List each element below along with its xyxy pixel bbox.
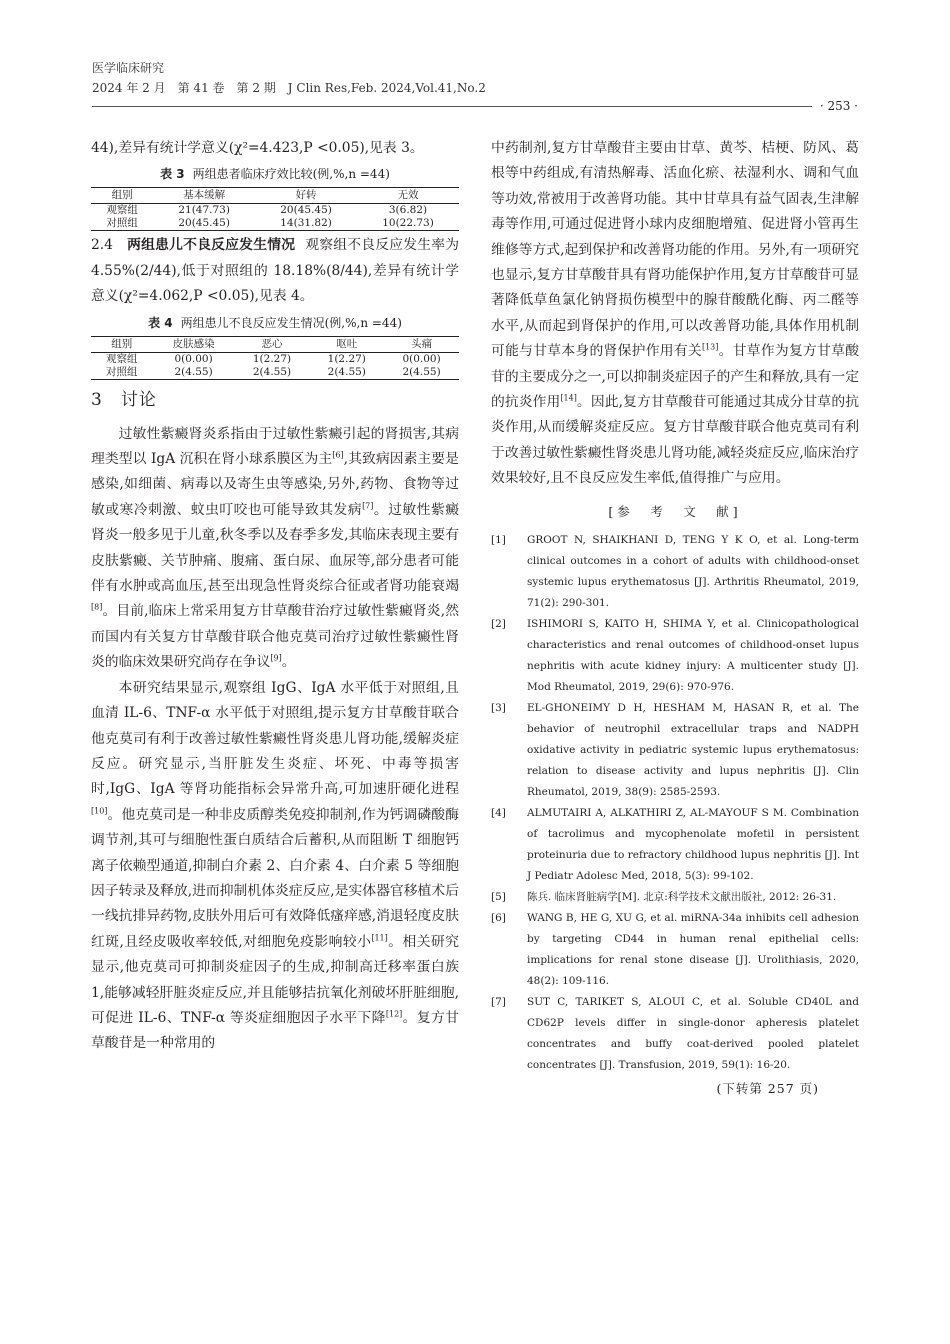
section-title: 讨论 (120, 389, 157, 410)
reference-number: [4] (491, 806, 506, 819)
reference-item (491, 803, 859, 887)
reference-text: 陈兵. 临床肾脏病学[M]. 北京:科学技术文献出版社, 2012: 26-31. (527, 890, 837, 903)
reference-number: [3] (491, 701, 506, 714)
table-cell: 对照组 (91, 366, 153, 380)
reference-text: WANG B, HE G, XU G, et al. miRNA-34a inhibits cell adhesion by targeting CD44 in human renal epithelial cells: implications for renal stone disease [J]. Urolithiasis, 2020, 48(2): 109-116. (527, 911, 859, 987)
journal-name: 医学临床研究 (92, 61, 165, 75)
text-run: 本研究结果显示,观察组 IgG、IgA 水平低于对照组,且血清 IL-6、TNF-α 水平低于对照组,提示复方甘草酸苷联合他克莫司有利于改善过敏性紫癜性肾炎患儿肾功能,缓解炎症反应。研究显示,当肝脏发生炎症、坏死、中毒等损害时,IgG、IgA 等肾功能指标会异常升高,可加速肝硬化进程 (91, 679, 459, 798)
text-run: 。目前,临床上常采用复方甘草酸苷治疗过敏性紫癜肾炎,然而国内有关复方甘草酸苷联合他克莫司治疗过敏性紫癜性肾炎的临床效果研究尚存在争议 (91, 603, 459, 671)
section-number: 3 (91, 389, 103, 410)
table3-title: 两组患者临床疗效比较(例,%,n =44) (192, 167, 390, 182)
section-title: 两组患儿不良反应发生情况 (127, 237, 296, 254)
text-run: 。过敏性紫癜肾炎一般多见于儿童,秋冬季以及春季多发,其临床表现主要有皮肤紫癜、关节肿痛、腹痛、蛋白尿、血尿等,部分患者可能伴有水肿或高血压,甚至出现急性肾炎综合征或者肾功能衰竭 (91, 501, 460, 595)
right-column (491, 136, 859, 1100)
reference-text: EL-GHONEIMY D H, HESHAM M, HASAN R, et al. The behavior of neutrophil extracellular traps and NADPH oxidative activity in pediatric systemic lupus erythematosus: relation to disease activity and lupus nephritis [J]. Clin Rheumatol, 2019, 38(9): 2585-2593. (527, 701, 859, 798)
continued-note: (下转第 257 页) (716, 1080, 819, 1096)
discussion-paragraph-2 (91, 676, 459, 1057)
table4-header: 头痛 (384, 336, 459, 352)
reference-list (491, 530, 859, 1076)
table-cell: 20(45.45) (280, 204, 332, 217)
citation: [7] (362, 501, 374, 511)
reference-text: ALMUTAIRI A, ALKATHIRI Z, AL-MAYOUF S M. Combination of tacrolimus and mycophenolate mofetil in persistent proteinuria due to refractory childhood lupus nephritis [J]. Int J Pediatr Adolesc Med, 2018, 5(3): 99-102. (527, 806, 859, 882)
section-3-heading (91, 384, 459, 416)
table3-header: 组别 (91, 188, 153, 204)
references-heading: [参 考 文 献] (608, 503, 742, 519)
reference-number: [6] (491, 911, 506, 924)
section-text: 观察组不良反应发生率为 4.55%(2/44),低于对照组的 18.18%(8/44),差异有统计学意义(χ²=4.062,P <0.05),见表 4。 (91, 237, 460, 305)
reference-text: ISHIMORI S, KAITO H, SHIMA Y, et al. Clinicopathological characteristics and renal outcomes of childhood-onset lupus nephritis with acute kidney injury: A multicenter study [J]. Mod Rheumatol, 2019, 29(6): 970-976. (527, 617, 859, 693)
table-cell: 2(4.55) (309, 366, 384, 380)
text-run: 过敏性紫癜肾炎系指由于过敏性紫癜引起的肾损害,其病理类型以 IgA 沉积在肾小球系膜区为主 (91, 425, 459, 468)
text-run: 。他克莫司是一种非皮质醇类免疫抑制剂,作为钙调磷酸酶调节剂,其可与细胞性蛋白质结合后蓄积,从而阻断 T 细胞钙离子依赖型通道,抑制白介素 2、白介素 4、白介素 5 等细胞因子转录及释放,进而抑制机体炎症反应,是实体器官移植术后一线抗排异药物,皮肤外用后可有效降低瘙痒感,消退轻度皮肤红斑,且经皮吸收率较低,对细胞免疫影响较小 (91, 806, 459, 950)
reference-item (491, 614, 859, 698)
table-cell: 10(22.73) (357, 217, 459, 231)
table-cell: 2(4.55) (153, 366, 235, 380)
table3-label: 表 3 (160, 167, 185, 182)
table3-header: 基本缓解 (153, 188, 255, 204)
citation: [11] (371, 933, 388, 943)
table4-title: 两组患儿不良反应发生情况(例,%,n =44) (180, 315, 402, 330)
table4-header: 组别 (91, 336, 153, 352)
table4-header: 恶心 (235, 336, 310, 352)
table4-caption (91, 314, 459, 332)
page-number: · 253 · (812, 98, 858, 114)
table-cell: 观察组 (106, 204, 138, 217)
text-run: 。复方甘草酸苷是一种常用的 (91, 1009, 460, 1052)
table-cell: 2(4.55) (384, 366, 459, 380)
table4-header: 呕吐 (309, 336, 384, 352)
reference-text: SUT C, TARIKET S, ALOUI C, et al. Soluble CD40L and CD62P levels differ in single-donor apheresis platelet concentrates and buffy coat-derived pooled platelet concentrates [J]. Transfusion, 2019, 59(1): 16-20. (527, 995, 859, 1071)
reference-number: [1] (491, 533, 506, 546)
table4-label: 表 4 (148, 315, 173, 330)
table-cell: 2(4.55) (235, 366, 310, 380)
citation: [14] (560, 393, 577, 403)
table4 (91, 336, 459, 380)
table-cell: 对照组 (91, 217, 153, 231)
text-run: 。因此,复方甘草酸苷可能通过其成分甘草的抗炎作用,从而缓解炎症反应。复方甘草酸苷联合他克莫司有利于改善过敏性紫癜性肾炎患儿肾功能,减轻炎症反应,临床治疗效果较好,且不良反应发生率低,值得推广与应用。 (491, 394, 859, 487)
table-cell: 0(0.00) (402, 352, 441, 365)
table3-header: 无效 (357, 188, 459, 204)
table-row (91, 366, 459, 380)
table-cell: 20(45.45) (153, 217, 255, 231)
reference-number: [2] (491, 617, 506, 630)
table4-header-row (91, 336, 459, 352)
issue-info: 2024 年 2 月 第 41 卷 第 2 期 J Clin Res,Feb. 2024,Vol.41,No.2 (92, 81, 486, 95)
table-cell: 0(0.00) (174, 352, 213, 365)
section-2-4 (91, 233, 459, 309)
left-column (91, 136, 459, 1057)
citation: [8] (91, 602, 103, 612)
table-cell: 14(31.82) (255, 217, 357, 231)
citation: [12] (385, 1009, 403, 1019)
text-run: 。 (281, 654, 296, 671)
reference-number: [5] (491, 890, 506, 903)
text-run: 。相关研究显示,他克莫司可抑制炎症因子的生成,抑制高迁移率蛋白族 1,能够减轻肝脏炎症反应,并且能够拮抗氧化剂破坏肝脏细胞,可促进 IL-6、TNF-α 等炎症细胞因子水平下降 (91, 933, 459, 1026)
table-cell: 1(2.27) (252, 352, 292, 365)
table3 (91, 187, 459, 231)
running-header (92, 58, 486, 98)
reference-number: [7] (491, 995, 506, 1008)
reference-text: GROOT N, SHAIKHANI D, TENG Y K O, et al. Long-term clinical outcomes in a cohort of adults with childhood-onset systemic lupus erythematosus [J]. Arthritis Rheumatol, 2019, 71(2): 290-301. (527, 533, 859, 609)
table3-caption (91, 165, 459, 183)
citation: [9] (270, 653, 282, 663)
reference-item (491, 992, 859, 1076)
citation: [13] (701, 342, 719, 352)
citation: [6] (332, 450, 344, 460)
table-row (91, 352, 459, 366)
reference-item (491, 698, 859, 803)
results-paragraph: 44),差异有统计学意义(χ²=4.423,P <0.05),见表 3。 (91, 140, 424, 156)
discussion-paragraph-1 (91, 422, 459, 676)
text-run: 。甘草作为复方甘草酸苷的主要成分之一,可以抑制炎症因子的产生和释放,具有一定的抗炎作用 (491, 343, 860, 411)
header-rule (92, 106, 858, 107)
text-run: 中药制剂,复方甘草酸苷主要由甘草、黄芩、桔梗、防风、葛根等中药组成,有清热解毒、活血化瘀、祛湿利水、调和气血等功效,常被用于改善肾功能。其中甘草具有益气固表,生津解毒等作用,可通过促进肾小球内皮细胞增殖、促进肾小管再生维修等方式,起到保护和改善肾功能的作用。另外,有一项研究也显示,复方甘草酸苷具有肾功能保护作用,复方甘草酸苷可显著降低草鱼氯化钠肾损伤模型中的腺苷酸酰化酶、丙二醛等水平,从而起到肾保护的作用,可以改善肾功能,具体作用机制可能与甘草本身的肾保护作用有关 (491, 140, 859, 360)
discussion-paragraph-3 (491, 136, 859, 492)
table-row (91, 217, 459, 231)
table4-header: 皮肤感染 (153, 336, 235, 352)
table-cell: 21(47.73) (178, 204, 230, 217)
table-cell: 观察组 (106, 352, 138, 365)
reference-item (491, 908, 859, 992)
reference-item (491, 530, 859, 614)
table-cell: 1(2.27) (327, 352, 366, 365)
reference-item (491, 887, 859, 908)
table-row (91, 204, 459, 218)
section-number: 2.4 (91, 237, 113, 254)
table-cell: 3(6.82) (388, 204, 428, 217)
table3-header: 好转 (255, 188, 357, 204)
citation: [10] (91, 806, 108, 816)
table3-header-row (91, 188, 459, 204)
text-run: ,其致病因素主要是感染,如细菌、病毒以及寄生虫等感染,另外,药物、食物等过敏或寒冷刺激、蚊虫叮咬也可能导致其发病 (91, 451, 459, 518)
